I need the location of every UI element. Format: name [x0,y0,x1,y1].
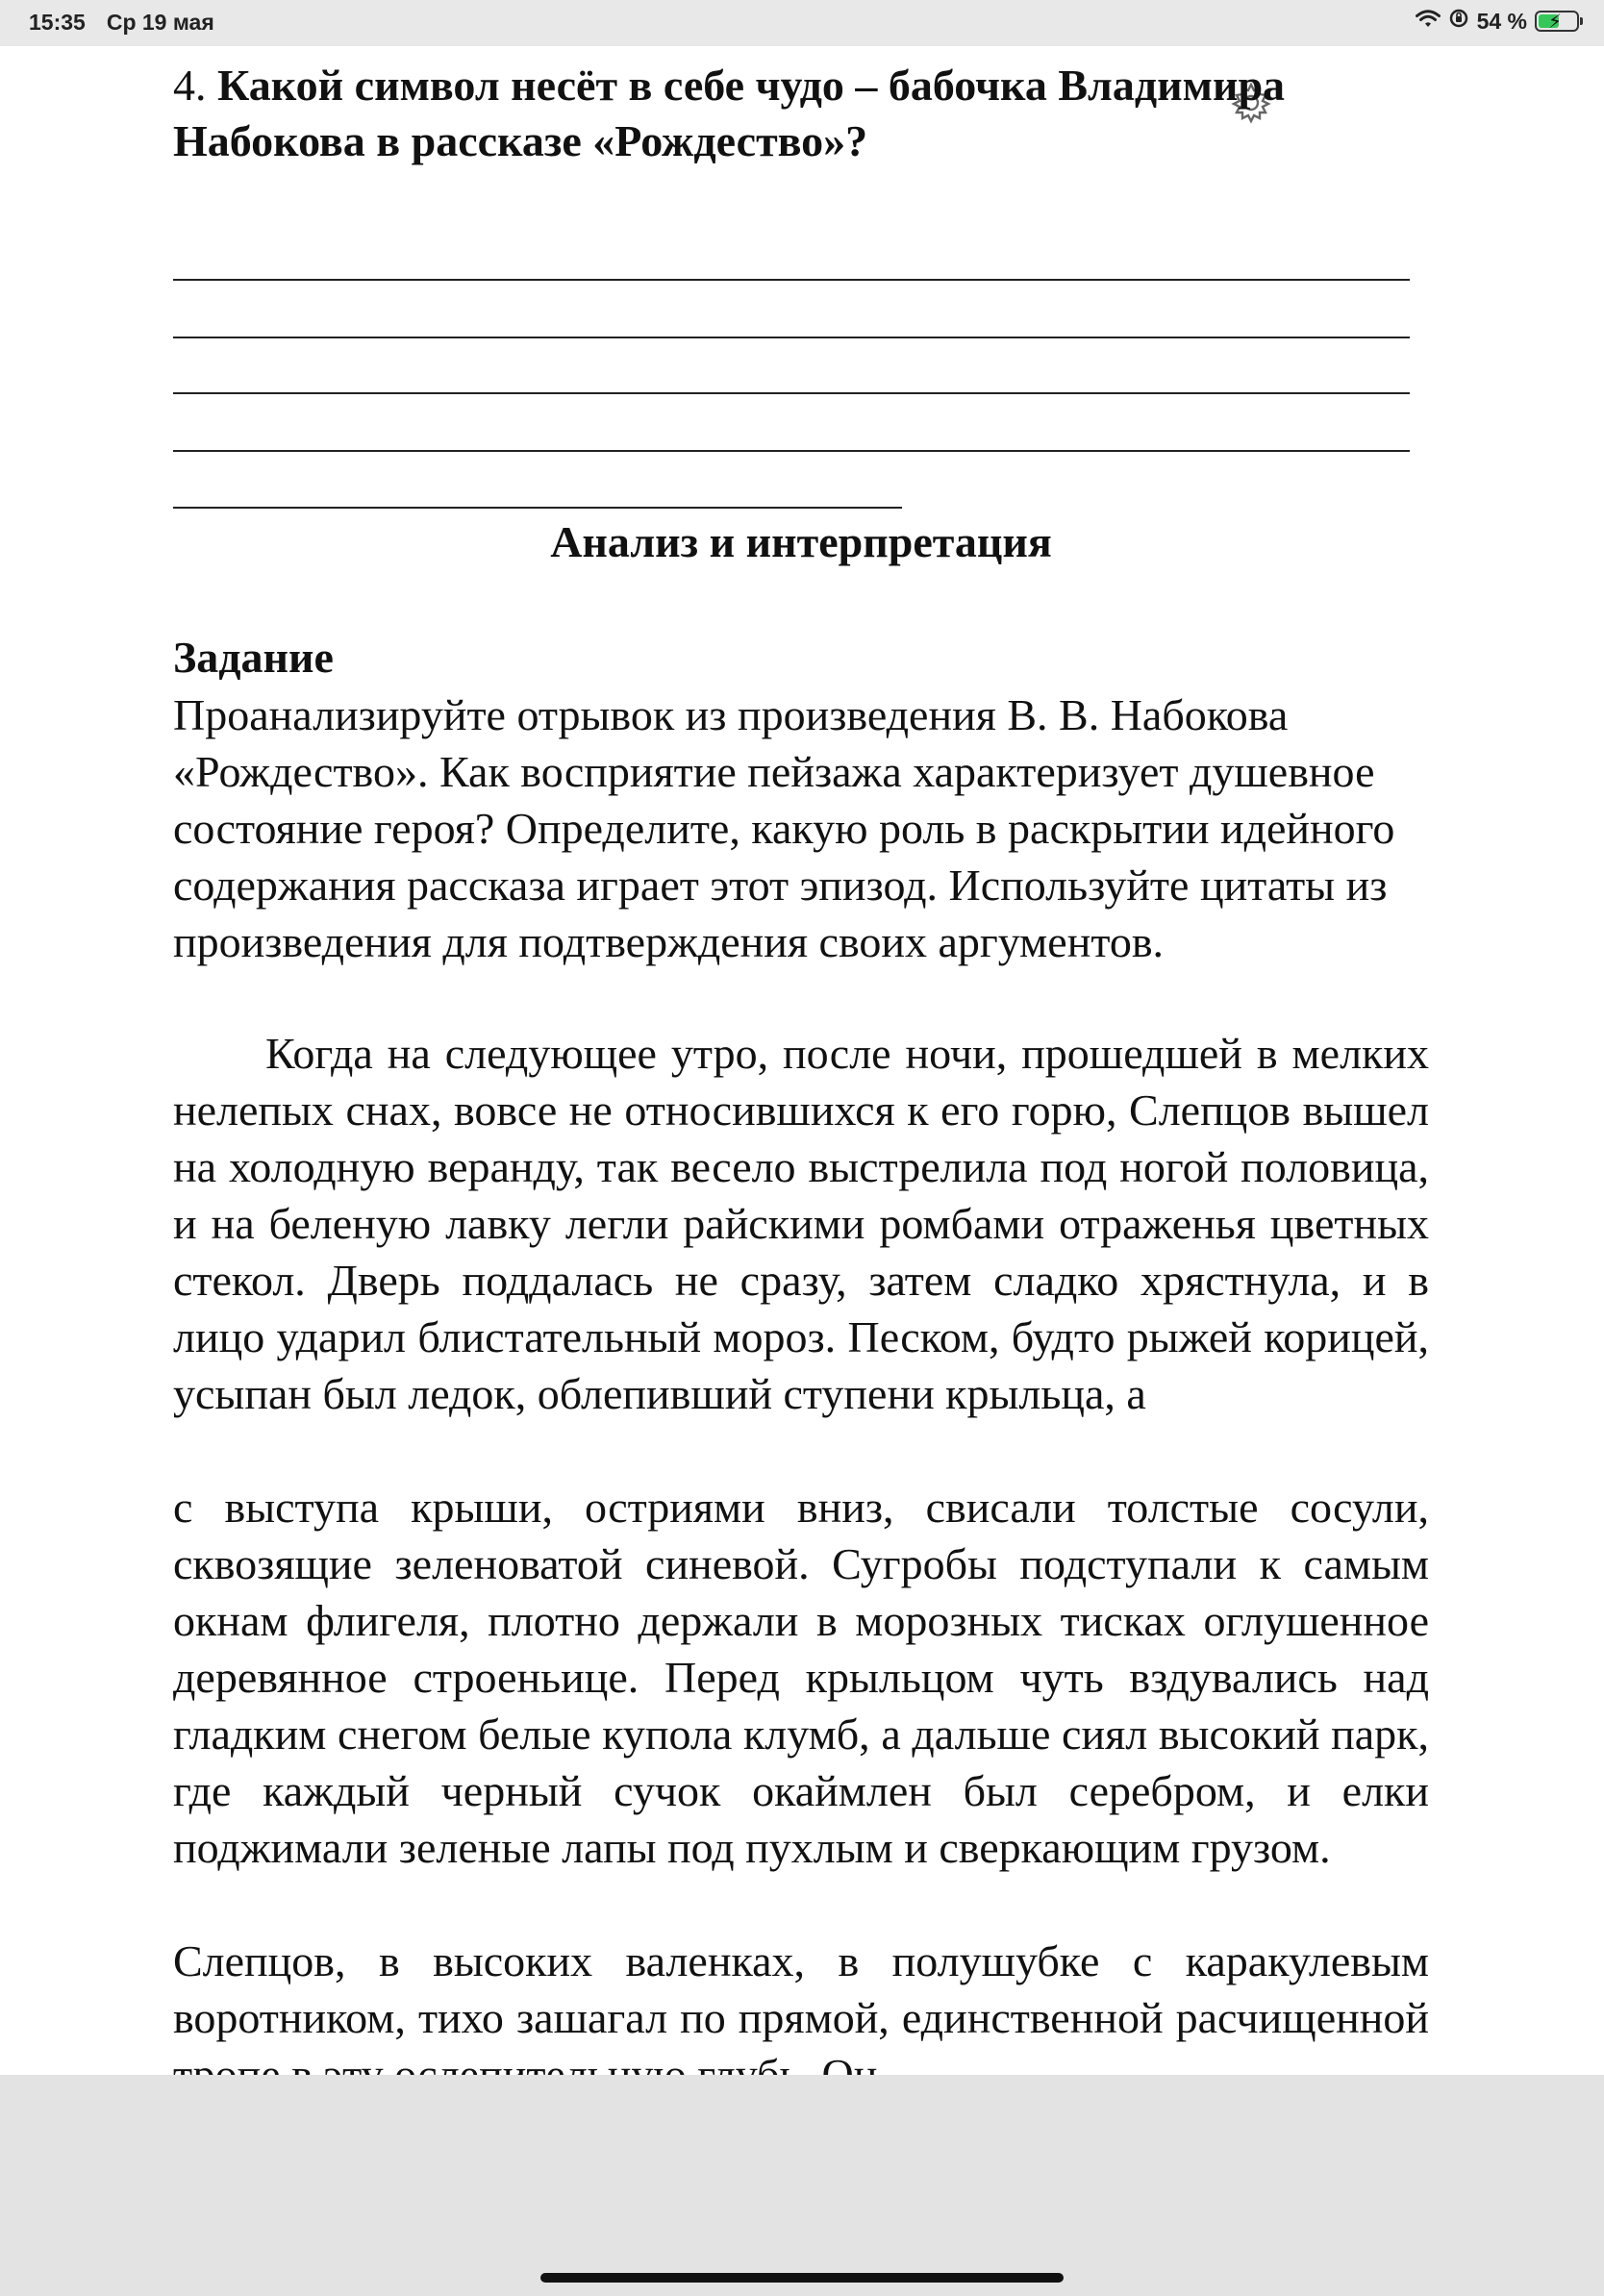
task-heading: Задание [173,633,334,682]
answer-line [173,279,1410,281]
question-text: Какой символ несёт в себе чудо – бабочка Владимира Набокова в рассказе «Рождество»? [173,61,1286,165]
excerpt-paragraph-2: Слепцов, в высоких валенках, в полушубке с каракулевым воротником, тихо зашагал по прямой, единственной расчищенной [173,1936,1429,2042]
charging-bolt-icon: ⚡ [1548,12,1563,33]
status-date: Ср 19 мая [106,10,214,35]
orientation-lock-icon [1448,8,1469,35]
excerpt-paragraph-1b: с выступа крыши, остриями вниз, свисали толстые сосули, сквозящие зеленоватой синевой. Сугробы подступали к самым окнам флигеля, плотно держали в морозных тисках оглушенное деревянное строеньице. Перед крыльцом чуть вздувались над гладким снегом белые купола клумб, а дальше сиял высокий парк, где каждый черный сучок окаймлен был серебром, и елки поджимали зеленые лапы под пухлым и сверкающим грузом. [173,1483,1429,1872]
status-left [29,10,214,36]
status-bar [0,0,1604,46]
task-text: Проанализируйте отрывок из произведения В. В. Набокова «Рождество». Как восприятие пейзажа характеризует душевное состояние героя? Определите, какую роль в раскрытии идейного содержания рассказа играет этот эпизод. Используйте цитаты из произведения для подтверждения своих аргументов. [173,690,1395,966]
answer-line [173,450,1410,452]
question-number: 4. [173,61,207,110]
answer-line [173,507,902,509]
answer-line [173,337,1410,338]
document-page [173,58,1429,2042]
home-indicator[interactable] [540,2273,1064,2283]
status-time: 15:35 [29,10,86,35]
status-right [1416,8,1579,35]
section-title: Анализ и интерпретация [550,517,1052,566]
wifi-icon [1416,9,1441,35]
answer-line [173,392,1410,394]
question-4 [173,58,1429,169]
battery-percent: 54 % [1476,8,1527,34]
bottom-panel [0,2075,1604,2296]
excerpt-paragraph-1a: Когда на следующее утро, после ночи, прошедшей в мелких нелепых снах, вовсе не относившихся к его горю, Слепцов вышел на холодную веранду, так весело выстрелила под ногой половица, и на беленую лавку легли райскими ромбами отраженья цветных стекол. Дверь поддалась не сразу, затем сладко хрястнула, и в лицо ударил блистательный мороз. Песком, будто рыжей корицей, усыпан был ледок, облепивший ступени крыльца, а [173,1029,1429,1418]
battery-icon [1535,11,1579,32]
